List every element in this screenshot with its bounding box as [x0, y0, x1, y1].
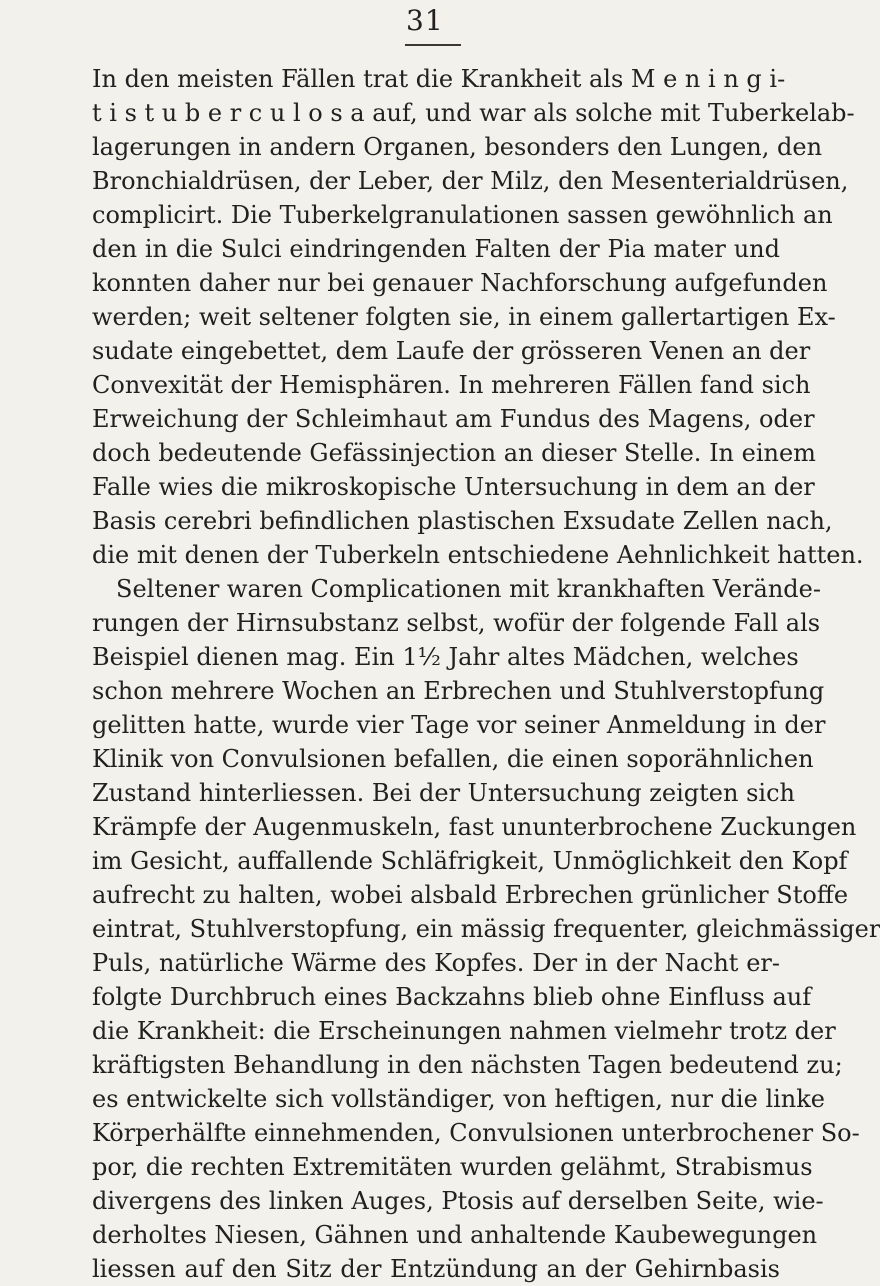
- text-line: liessen auf den Sitz der Entzündung an der Gehirnbasis: [92, 1255, 780, 1283]
- text-line: werden; weit seltener folgten sie, in einem gallertartigen Ex-: [92, 303, 836, 331]
- text-line: aufrecht zu halten, wobei alsbald Erbrechen grünlicher Stoffe: [92, 881, 849, 909]
- text-line: es entwickelte sich vollständiger, von heftigen, nur die linke: [92, 1085, 825, 1113]
- text-line: Körperhälfte einnehmenden, Convulsionen unterbrochener So-: [92, 1119, 860, 1147]
- text-line: Krämpfe der Augenmuskeln, fast ununterbrochene Zuckungen: [92, 813, 857, 841]
- text-line: eintrat, Stuhlverstopfung, ein mässig frequenter, gleichmässiger: [92, 915, 880, 943]
- text-line: sudate eingebettet, dem Laufe der grösseren Venen an der: [92, 337, 811, 365]
- text-line: gelitten hatte, wurde vier Tage vor seiner Anmeldung in der: [92, 711, 826, 739]
- text-line: Zustand hinterliessen. Bei der Untersuchung zeigten sich: [92, 779, 795, 807]
- text-line: lagerungen in andern Organen, besonders den Lungen, den: [92, 133, 823, 161]
- text-line: konnten daher nur bei genauer Nachforschung aufgefunden: [92, 269, 828, 297]
- text-line: rungen der Hirnsubstanz selbst, wofür der folgende Fall als: [92, 609, 821, 637]
- text-line: Convexität der Hemisphären. In mehreren Fällen fand sich: [92, 371, 811, 399]
- text-line: Basis cerebri befindlichen plastischen Exsudate Zellen nach,: [92, 507, 833, 535]
- text-line: Erweichung der Schleimhaut am Fundus des Magens, oder: [92, 405, 815, 433]
- text-line: derholtes Niesen, Gähnen und anhaltende Kaubewegungen: [92, 1221, 818, 1249]
- text-line: Klinik von Convulsionen befallen, die einen soporähnlichen: [92, 745, 814, 773]
- text-line: kräftigsten Behandlung in den nächsten Tagen bedeutend zu;: [92, 1051, 843, 1079]
- text-line: die mit denen der Tuberkeln entschiedene Aehnlichkeit hatten.: [92, 541, 864, 569]
- text-line: im Gesicht, auffallende Schläfrigkeit, Unmöglichkeit den Kopf: [92, 847, 848, 875]
- body-text: [92, 62, 880, 1286]
- text-line: complicirt. Die Tuberkelgranulationen sassen gewöhnlich an: [92, 201, 833, 229]
- page-number-rule: [405, 44, 461, 46]
- text-line: doch bedeutende Gefässinjection an dieser Stelle. In einem: [92, 439, 816, 467]
- text-line: den in die Sulci eindringenden Falten der Pia mater und: [92, 235, 780, 263]
- text-line: folgte Durchbruch eines Backzahns blieb ohne Einfluss auf: [92, 983, 812, 1011]
- text-line: Puls, natürliche Wärme des Kopfes. Der in der Nacht er-: [92, 949, 780, 977]
- text-line: die Krankheit: die Erscheinungen nahmen vielmehr trotz der: [92, 1017, 836, 1045]
- text-line: Seltener waren Complicationen mit krankhaften Verände-: [116, 575, 821, 603]
- text-line: t i s t u b e r c u l o s a auf, und war als solche mit Tuberkelab-: [92, 99, 855, 127]
- text-line: Beispiel dienen mag. Ein 1½ Jahr altes Mädchen, welches: [92, 643, 799, 671]
- text-line: Falle wies die mikroskopische Untersuchung in dem an der: [92, 473, 815, 501]
- text-line: In den meisten Fällen trat die Krankheit als M e n i n g i-: [92, 65, 786, 93]
- text-line: divergens des linken Auges, Ptosis auf derselben Seite, wie-: [92, 1187, 824, 1215]
- text-line: schon mehrere Wochen an Erbrechen und Stuhlverstopfung: [92, 677, 825, 705]
- text-line: Bronchialdrüsen, der Leber, der Milz, den Mesenterialdrüsen,: [92, 167, 849, 195]
- page-number: 31: [406, 4, 444, 37]
- text-line: por, die rechten Extremitäten wurden gelähmt, Strabismus: [92, 1153, 813, 1181]
